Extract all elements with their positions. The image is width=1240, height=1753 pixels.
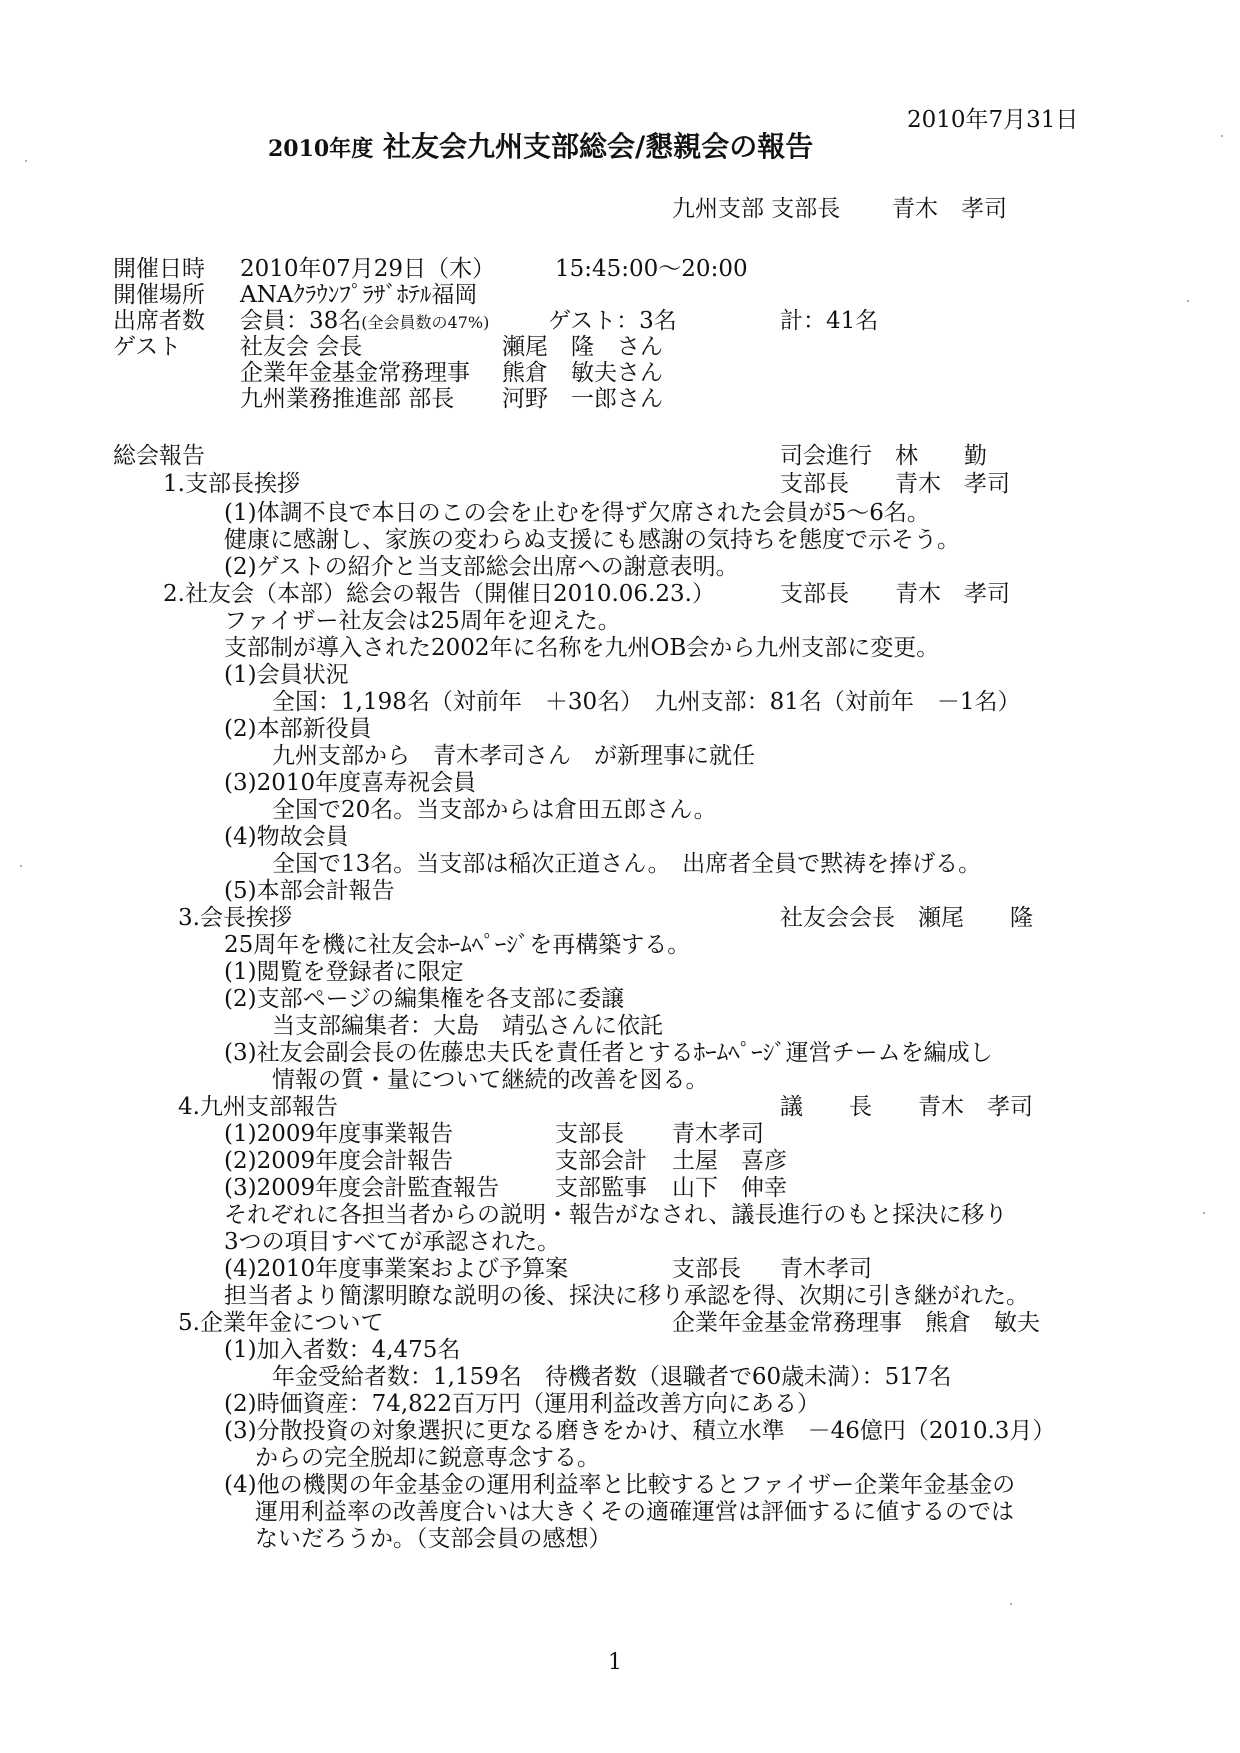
- section-speaker: 議 長 青木 孝司: [780, 1094, 1033, 1120]
- time-label: 開催日時: [113, 256, 205, 282]
- attendance-label: 出席者数: [113, 308, 205, 334]
- section-title: 4.九州支部報告: [178, 1094, 338, 1120]
- author-affiliation: 九州支部 支部長: [672, 196, 841, 222]
- report-heading: 総会報告: [113, 443, 205, 469]
- scan-speck: [1203, 1212, 1205, 1214]
- section-title: 1.支部長挨拶: [163, 471, 300, 497]
- list-item: (2)時価資産：74,822百万円（運用利益改善方向にある）: [224, 1391, 821, 1417]
- section-speaker: 社友会会長 瀬尾 隆: [780, 905, 1033, 931]
- moderator: 司会進行 林 勤: [780, 443, 987, 469]
- report-role: 支部会計: [555, 1148, 647, 1174]
- section-title: 2.社友会（本部）総会の報告（開催日2010.06.23.）: [163, 581, 715, 607]
- report-item: (3)2009年度会計監査報告: [224, 1175, 500, 1201]
- list-item: (2)支部ページの編集権を各支部に委譲: [224, 986, 625, 1012]
- attendance-percentage: (全会員数の47%): [361, 313, 490, 332]
- list-detail: 年金受給者数：1,159名 待機者数（退職者で60歳未満）：517名: [272, 1364, 952, 1390]
- scan-speck: [1187, 300, 1189, 302]
- list-item: (3)分散投資の対象選択に更なる磨きをかけ、積立水準 －46億円（2010.3月）: [224, 1418, 1056, 1444]
- body-line: (2)ゲストの紹介と当支部総会出席への謝意表明。: [224, 554, 739, 580]
- report-person: 土屋 喜彦: [672, 1148, 787, 1174]
- author-name: 青木 孝司: [892, 196, 1007, 222]
- section-title: 3.会長挨拶: [178, 905, 292, 931]
- report-item: (2)2009年度会計報告: [224, 1148, 454, 1174]
- body-line: 担当者より簡潔明瞭な説明の後、採決に移り承認を得、次期に引き継がれた。: [224, 1283, 1029, 1309]
- section-speaker: 支部長 青木 孝司: [780, 581, 1010, 607]
- body-line: 支部制が導入された2002年に名称を九州OB会から九州支部に変更。: [224, 635, 940, 661]
- guest-role: 社友会 会長: [240, 334, 363, 360]
- time-date: 2010年07月29日（木）: [240, 256, 496, 282]
- report-role: 支部長: [672, 1256, 741, 1282]
- list-detail: 全国で20名。当支部からは倉田五郎さん。: [272, 797, 717, 823]
- report-person: 山下 伸幸: [672, 1175, 787, 1201]
- page-title: [268, 130, 814, 163]
- list-detail: 全国：1,198名（対前年 ＋30名） 九州支部：81名（対前年 －1名）: [272, 689, 1021, 715]
- list-item: (5)本部会計報告: [224, 878, 395, 904]
- list-item: (4)物故会員: [224, 824, 349, 850]
- list-detail: 全国で13名。当支部は稲次正道さん。 出席者全員で黙祷を捧げる。: [272, 851, 982, 877]
- list-detail: からの完全脱却に鋭意専念する。: [255, 1445, 600, 1471]
- report-person: 青木孝司: [780, 1256, 872, 1282]
- attendance-total: 計：41名: [780, 308, 879, 334]
- guest-name: 熊倉 敏夫さん: [502, 360, 663, 386]
- attendance-members-count: 会員：38名: [240, 308, 362, 334]
- list-detail: 情報の質・量について継続的改善を図る。: [272, 1067, 709, 1093]
- guest-name: 瀬尾 隆 さん: [502, 334, 663, 360]
- attendance-members: [240, 308, 489, 336]
- report-person: 青木孝司: [672, 1121, 764, 1147]
- body-line: 25周年を機に社友会ﾎｰﾑﾍﾟｰｼﾞを再構築する。: [224, 932, 691, 958]
- scan-speck: [25, 160, 27, 162]
- section-title: 5.企業年金について: [178, 1310, 384, 1336]
- report-item: (4)2010年度事業案および予算案: [224, 1256, 569, 1282]
- list-item: (1)閲覧を登録者に限定: [224, 959, 464, 985]
- guest-role: 企業年金基金常務理事: [240, 360, 470, 386]
- document-date: 2010年7月31日: [907, 107, 1079, 133]
- scan-speck: [20, 865, 22, 867]
- report-role: 支部監事: [555, 1175, 647, 1201]
- list-detail: 九州支部から 青木孝司さん が新理事に就任: [272, 743, 755, 769]
- scan-speck: [1221, 135, 1223, 137]
- list-detail: 運用利益率の改善度合いは大きくその適確運営は評価するに値するのでは: [255, 1499, 1014, 1525]
- page-number: 1: [608, 1650, 622, 1675]
- list-item: (1)会員状況: [224, 662, 349, 688]
- title-year: 2010年度: [268, 136, 374, 162]
- guest-role: 九州業務推進部 部長: [240, 386, 455, 412]
- list-item: (2)本部新役員: [224, 716, 372, 742]
- report-item: (1)2009年度事業報告: [224, 1121, 454, 1147]
- body-line: ファイザー社友会は25周年を迎えた。: [224, 608, 621, 634]
- guest-name: 河野 一郎さん: [502, 386, 663, 412]
- section-speaker: 企業年金基金常務理事 熊倉 敏夫: [672, 1310, 1040, 1336]
- title-main: 社友会九州支部総会/懇親会の報告: [382, 130, 814, 163]
- place-label: 開催場所: [113, 282, 205, 308]
- list-detail: ないだろうか。（支部会員の感想）: [255, 1526, 612, 1552]
- list-detail: 当支部編集者：大島 靖弘さんに依託: [272, 1013, 663, 1039]
- attendance-guests: ゲスト：3名: [548, 308, 677, 334]
- place-value: ANAｸﾗｳﾝﾌﾟﾗｻﾞﾎﾃﾙ福岡: [240, 282, 478, 308]
- body-line: (1)体調不良で本日のこの会を止むを得ず欠席された会員が5～6名。: [224, 500, 930, 526]
- list-item: (3)社友会副会長の佐藤忠夫氏を責任者とするﾎｰﾑﾍﾟｰｼﾞ運営チームを編成し: [224, 1040, 993, 1066]
- list-item: (4)他の機関の年金基金の運用利益率と比較するとファイザー企業年金基金の: [224, 1472, 1016, 1498]
- body-line: 健康に感謝し、家族の変わらぬ支援にも感謝の気持ちを態度で示そう。: [224, 527, 960, 553]
- report-role: 支部長: [555, 1121, 624, 1147]
- list-item: (1)加入者数：4,475名: [224, 1337, 461, 1363]
- section-speaker: 支部長 青木 孝司: [780, 471, 1010, 497]
- body-line: 3つの項目すべてが承認された。: [224, 1229, 561, 1255]
- guest-label: ゲスト: [113, 334, 182, 360]
- scan-speck: [1010, 1603, 1012, 1605]
- time-range: 15:45:00～20:00: [555, 256, 748, 282]
- body-line: それぞれに各担当者からの説明・報告がなされ、議長進行のもと採決に移り: [224, 1202, 1008, 1228]
- list-item: (3)2010年度喜寿祝会員: [224, 770, 477, 796]
